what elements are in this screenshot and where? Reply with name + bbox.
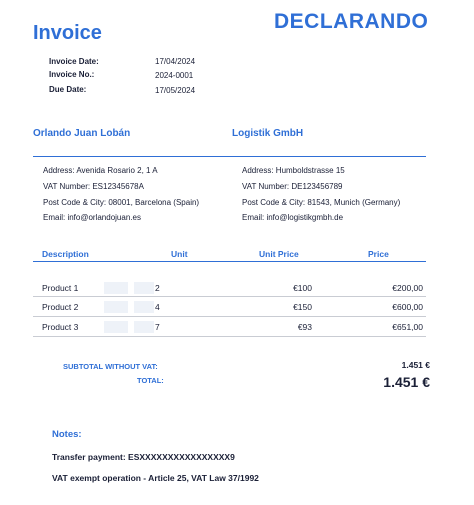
client-address: Address: Humboldstrasse 15 [242,166,345,175]
row-1-unit: 2 [155,283,160,293]
row-divider [33,316,426,317]
col-description-header: Description [42,249,89,259]
row-shade [104,321,128,333]
issuer-name: Orlando Juan Lobán [33,128,131,139]
row-2-price: €600,00 [392,302,423,312]
row-3-description: Product 3 [42,322,79,332]
due-date-value: 17/05/2024 [155,86,196,95]
col-price-header: Price [368,249,389,259]
row-shade [134,321,154,333]
notes-title: Notes: [52,429,82,440]
subtotal-label: SUBTOTAL WITHOUT VAT: [63,362,158,371]
row-shade [104,301,128,313]
row-shade [134,282,154,294]
row-2-unit-price: €150 [293,302,312,312]
row-1-unit-price: €100 [293,283,312,293]
client-vat: VAT Number: DE123456789 [242,182,343,191]
row-divider [33,296,426,297]
table-header-divider [33,261,426,262]
invoice-date-value: 17/04/2024 [155,57,196,66]
issuer-email: Email: info@orlandojuan.es [43,213,141,222]
total-value: 1.451 € [383,374,430,390]
client-city: Post Code & City: 81543, Munich (Germany) [242,198,401,207]
row-3-unit: 7 [155,322,160,332]
client-email: Email: info@logistikgmbh.de [242,213,344,222]
row-2-description: Product 2 [42,302,79,312]
transfer-payment-note: Transfer payment: ESXXXXXXXXXXXXXXXX9 [52,452,235,462]
row-1-description: Product 1 [42,283,79,293]
due-date-label: Due Date: [49,85,87,94]
issuer-address: Address: Avenida Rosario 2, 1 A [43,166,158,175]
invoice-number-label: Invoice No.: [49,70,95,79]
row-2-unit: 4 [155,302,160,312]
row-3-price: €651,00 [392,322,423,332]
row-1-price: €200,00 [392,283,423,293]
col-unit-header: Unit [171,249,188,259]
subtotal-value: 1.451 € [401,360,430,370]
row-shade [134,301,154,313]
total-label: TOTAL: [137,376,164,385]
row-divider [33,336,426,337]
issuer-city: Post Code & City: 08001, Barcelona (Spain) [43,198,200,207]
invoice-number-value: 2024-0001 [155,71,194,80]
issuer-vat: VAT Number: ES12345678A [43,182,144,191]
invoice-date-label: Invoice Date: [49,57,99,66]
col-unit-price-header: Unit Price [259,249,299,259]
invoice-title: Invoice [33,22,102,44]
row-shade [104,282,128,294]
vat-exempt-note: VAT exempt operation - Article 25, VAT Law 37/1992 [52,473,259,483]
row-3-unit-price: €93 [297,322,312,332]
client-name: Logistik GmbH [232,128,304,139]
parties-divider [33,156,426,157]
brand-logo: DECLARANDO [274,10,429,33]
